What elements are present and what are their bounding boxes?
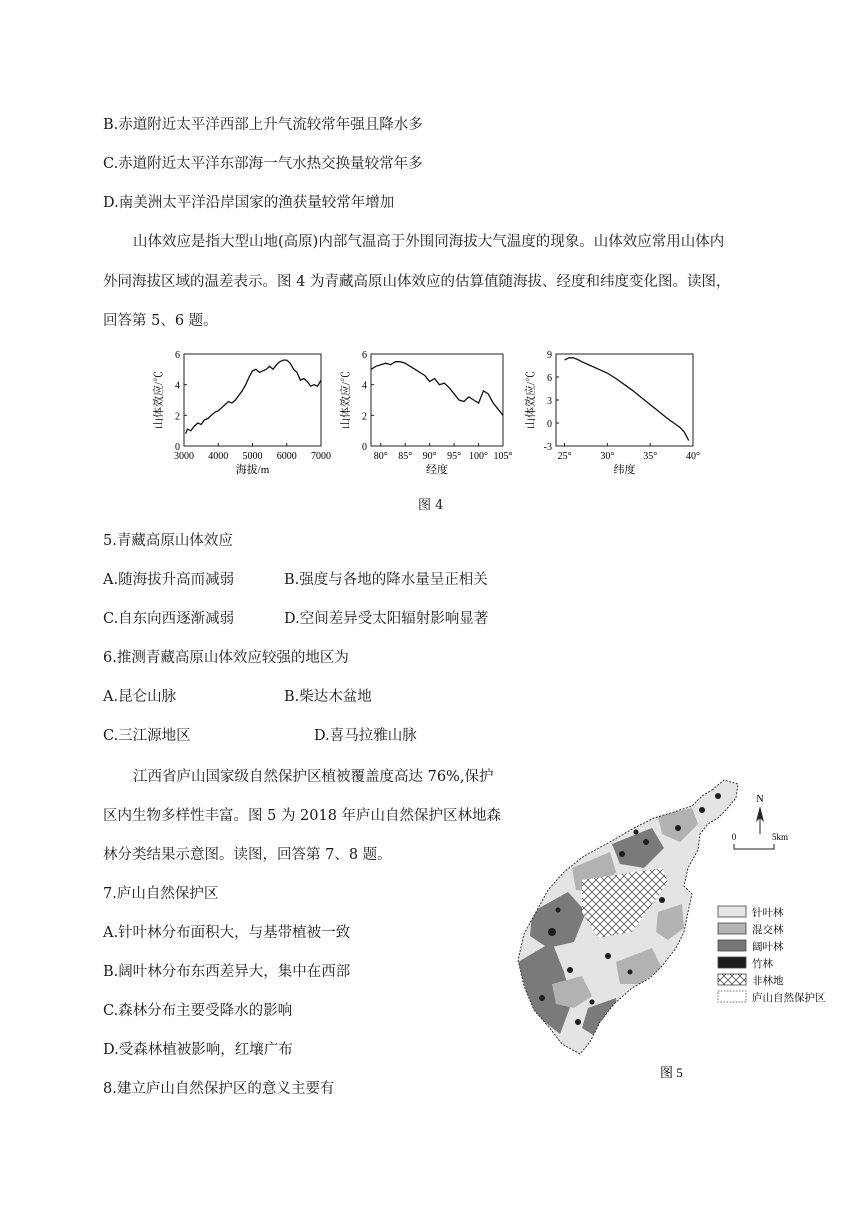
- chart-longitude: [335, 340, 515, 490]
- option-c-line: C.赤道附近太平洋东部海一气水热交换量较常年多: [103, 156, 423, 172]
- x-tick-label: 4000: [208, 451, 229, 462]
- x-tick-label: 105°: [493, 451, 513, 462]
- question-7-option-c: C.森林分布主要受降水的影响: [103, 1003, 293, 1019]
- y-tick-label: 4: [175, 380, 180, 392]
- question-5-option-c: C.自东向西逐渐减弱: [103, 611, 235, 627]
- figure-5-map: [512, 772, 847, 1092]
- y-axis-label: 山体效应/℃: [153, 370, 165, 430]
- paragraph-lushan-1: 江西省庐山国家级自然保护区植被覆盖度高达 76%,保护: [133, 769, 494, 785]
- y-tick-label: 2: [175, 411, 180, 423]
- legend-swatch: [718, 957, 746, 968]
- legend-swatch: [718, 923, 746, 934]
- question-7-option-b: B.阔叶林分布东西差异大，集中在西部: [103, 964, 351, 980]
- y-tick-label: 2: [362, 411, 367, 423]
- figure-5-caption: 图 5: [660, 1065, 683, 1080]
- series-line: [371, 362, 503, 416]
- paragraph-lushan-2: 区内生物多样性丰富。图 5 为 2018 年庐山自然保护区林地森: [103, 808, 502, 824]
- y-tick-label: 6: [175, 350, 180, 361]
- y-axis-label: 山体效应/℃: [340, 370, 352, 430]
- legend-label: 混交林: [752, 925, 784, 936]
- legend-swatch: [718, 940, 746, 951]
- plot-frame: [371, 354, 503, 446]
- map-region: [512, 772, 847, 1092]
- y-tick-label: 9: [547, 350, 552, 361]
- chart-altitude: [148, 340, 333, 490]
- y-tick-label: 0: [175, 442, 180, 453]
- legend-label: 庐山自然保护区: [752, 993, 826, 1004]
- question-6-option-a: A.昆仑山脉: [103, 689, 177, 705]
- x-tick-label: 3000: [174, 451, 194, 462]
- x-tick-label: 30°: [600, 451, 615, 462]
- svg-text:0: 0: [731, 832, 737, 842]
- question-8: 8.建立庐山自然保护区的意义主要有: [103, 1081, 335, 1097]
- series-line: [565, 358, 689, 441]
- question-6: 6.推测青藏高原山体效应较强的地区为: [103, 650, 349, 666]
- lushan-map-svg: [512, 772, 847, 1092]
- x-tick-label: 25°: [557, 451, 572, 462]
- map-legend: [718, 906, 826, 1004]
- x-tick-label: 80°: [373, 451, 388, 462]
- option-d-line: D.南美洲太平洋沿岸国家的渔获量较常年增加: [103, 195, 395, 211]
- question-5-option-b: B.强度与各地的降水量呈正相关: [284, 572, 488, 588]
- legend-label: 竹林: [752, 959, 773, 970]
- x-tick-label: 90°: [422, 451, 437, 462]
- option-b-line: B.赤道附近太平洋西部上升气流较常年强且降水多: [103, 117, 423, 133]
- x-axis-label: 纬度: [613, 464, 636, 476]
- x-tick-label: 35°: [643, 451, 658, 462]
- y-axis-label: 山体效应/℃: [525, 370, 537, 430]
- y-tick-label: 0: [362, 442, 367, 453]
- paragraph-mountain-effect-2: 外同海拔区域的温差表示。图 4 为青藏高原山体效应的估算值随海拔、经度和纬度变化图。读图，: [103, 274, 731, 290]
- x-tick-label: 6000: [276, 451, 297, 462]
- legend-swatch: [718, 974, 746, 985]
- svg-text:5km: 5km: [771, 832, 789, 842]
- legend-label: 阔叶林: [752, 942, 784, 953]
- plot-frame: [556, 354, 693, 446]
- paragraph-mountain-effect-3: 回答第 5、6 题。: [103, 313, 218, 329]
- x-tick-label: 85°: [398, 451, 413, 462]
- legend-label: 非林地: [752, 976, 784, 987]
- legend-label: 针叶林: [752, 908, 784, 919]
- y-tick-label: 6: [362, 350, 367, 361]
- question-7: 7.庐山自然保护区: [103, 886, 219, 902]
- chart-latitude: [520, 340, 705, 490]
- paragraph-mountain-effect-1: 山体效应是指大型山地(高原)内部气温高于外围同海拔大气温度的现象。山体效应常用山体内: [133, 234, 725, 250]
- x-tick-label: 100°: [469, 451, 489, 462]
- x-tick-label: 40°: [686, 451, 700, 462]
- legend-swatch: [718, 991, 746, 1002]
- x-tick-label: 95°: [447, 451, 462, 462]
- y-tick-label: 6: [547, 373, 552, 384]
- scale-bar: [732, 832, 788, 849]
- x-axis-label: 经度: [426, 464, 448, 476]
- series-line: [186, 360, 321, 434]
- north-arrow-icon: [756, 794, 764, 834]
- svg-text:N: N: [756, 794, 764, 805]
- x-axis-label: 海拔/m: [235, 464, 270, 476]
- paragraph-lushan-3: 林分类结果示意图。读图，回答第 7、8 题。: [103, 847, 392, 863]
- y-tick-label: 3: [547, 396, 552, 407]
- question-5-option-a: A.随海拔升高而减弱: [103, 572, 235, 588]
- question-6-option-b: B.柴达木盆地: [284, 689, 372, 705]
- question-5-option-d: D.空间差异受太阳辐射影响显著: [284, 611, 489, 627]
- question-7-option-a: A.针叶林分布面积大，与基带植被一致: [103, 925, 351, 941]
- y-tick-label: 0: [547, 419, 552, 430]
- question-5: 5.青藏高原山体效应: [103, 533, 233, 549]
- plot-frame: [184, 354, 321, 446]
- y-tick-label: 4: [362, 380, 367, 392]
- x-tick-label: 7000: [311, 451, 331, 462]
- question-7-option-d: D.受森林植被影响，红壤广布: [103, 1042, 293, 1058]
- legend-swatch: [718, 906, 746, 917]
- figure-4-caption: 图 4: [418, 498, 444, 513]
- question-6-option-d: D.喜马拉雅山脉: [314, 728, 417, 744]
- y-tick-label: -3: [543, 442, 552, 453]
- question-6-option-c: C.三江源地区: [103, 728, 191, 744]
- x-tick-label: 5000: [242, 451, 263, 462]
